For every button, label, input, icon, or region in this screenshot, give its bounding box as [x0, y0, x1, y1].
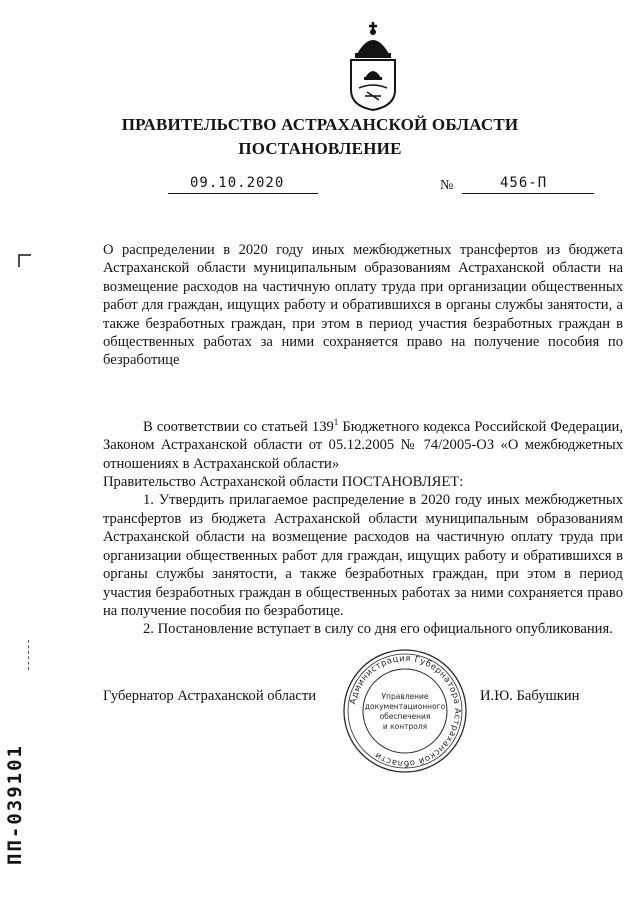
number-sign: №	[440, 178, 454, 193]
seal-ring-text: Администрация Губернатора Астраханской области	[348, 653, 463, 769]
date-underline	[168, 192, 318, 194]
coat-of-arms-icon	[343, 20, 403, 112]
document-number: 456-П	[500, 175, 548, 191]
subject-text: О распределении в 2020 году иных межбюджетных трансфертов из бюджета Астраханской области муниципальным образованиям Астраханской области на возмещение расходов на частичную оплату труда при организации общественных работ для граждан, ищущих работу и обратившихся в органы службы занятости, а также безработных граждан, при этом в период участия безработных граждан в общественных работах за ними сохраняется право на получение пособия по безработице	[103, 242, 623, 369]
org-title: ПРАВИТЕЛЬСТВО АСТРАХАНСКОЙ ОБЛАСТИ	[121, 115, 519, 134]
corner-mark-icon	[18, 254, 32, 268]
document-body	[103, 413, 623, 639]
seal-line-2: документационного	[364, 702, 446, 711]
official-seal-stamp	[342, 648, 468, 774]
doc-type-title: ПОСТАНОВЛЕНИЕ	[238, 139, 402, 158]
margin-serial-text: ПП-039101	[4, 744, 26, 865]
preamble-superscript: 1	[333, 417, 339, 427]
preamble-text-cont: Бюджетного кодекса Российской Федерации, Законом Астраханской области от 05.12.2005 № 74/2005-ОЗ «О межбюджетных отношениях в Астраханской области»	[103, 418, 623, 472]
seal-line-1: Управление	[381, 692, 429, 701]
document-subject	[103, 241, 623, 370]
item-2-paragraph: 2. Постановление вступает в силу со дня его официального опубликования.	[143, 621, 613, 638]
signatory-name: И.Ю. Бабушкин	[480, 688, 580, 704]
decree-paragraph: Правительство Астраханской области ПОСТАНОВЛЯЕТ:	[103, 474, 464, 491]
item-1-paragraph: 1. Утвердить прилагаемое распределение в 2020 году иных межбюджетных трансфертов из бюджета Астраханской области муниципальным образованиям Астраханской области на возмещение расходов на частичную оплату труда при организации общественных работ для граждан, ищущих работу и обратившихся в органы службы занятости, а также безработных граждан, при этом в период участия безработных граждан в общественных работах за ними сохраняется право на получение пособия по безработице.	[103, 492, 623, 619]
seal-line-3: обеспечения	[379, 712, 431, 721]
margin-serial-code	[2, 705, 30, 865]
margin-tick	[28, 640, 30, 670]
preamble-paragraph	[103, 413, 623, 473]
number-underline	[462, 192, 594, 194]
preamble-text: В соответствии со статьей 139	[143, 418, 334, 435]
signatory-position: Губернатор Астраханской области	[103, 688, 317, 704]
seal-line-4: и контроля	[382, 722, 428, 731]
document-date: 09.10.2020	[190, 175, 285, 191]
